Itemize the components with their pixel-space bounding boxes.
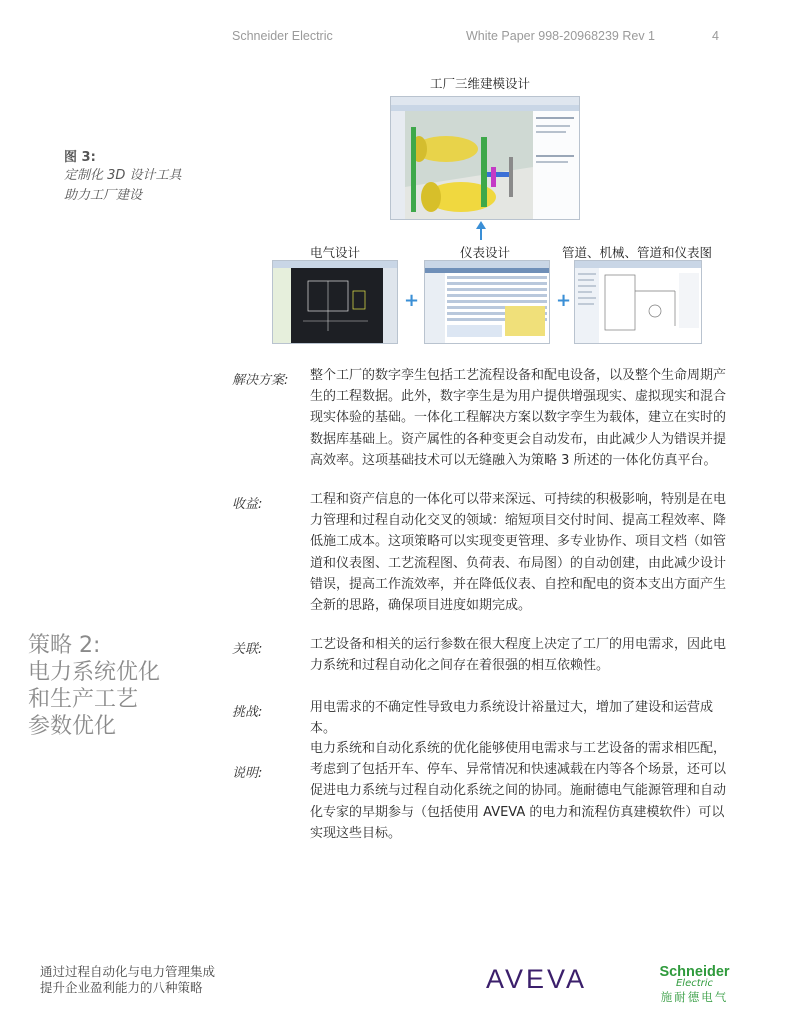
strategy-heading-line1: 策略 2: [28, 633, 101, 658]
figure-label: 图 3: [64, 150, 96, 165]
row-label-benefits: 收益: [232, 497, 263, 512]
instrument-design-image [425, 261, 549, 343]
panel-title-electrical: 电气设计 [309, 245, 360, 260]
strategy-heading [28, 632, 228, 740]
row-text-solution: 整个工厂的数字孪生包括工艺流程设备和配电设备，以及整个生命周期产生的工程数据。此外，数字孪生是为用户提供增强现实、虚拟现实和混合现实体验的基础。一体化工程解决方案以数字孪生为载体，建立在实时的数据库基础上。资产属性的各种变更会自动发布，由此减少人为错误并提高效率。这项基础技术可以无缝融入为策略 3 所述的一体化仿真平台。 [310, 368, 727, 468]
row-text-relation: 工艺设备和相关的运行参数在很大程度上决定了工厂的用电需求，因此电力系统和过程自动化之间存在着很强的相互依赖性。 [310, 637, 727, 674]
piping-design-screenshot [574, 260, 702, 344]
row-label-description: 说明: [232, 766, 263, 781]
plus-icon: + [404, 290, 420, 311]
figure-caption-line1: 定制化 3D 设计工具 [64, 168, 182, 183]
schneider-electric-logo [652, 964, 737, 1005]
panel-title-piping: 管道、机械、管道和仪表图 [562, 245, 713, 260]
piping-design-image [575, 261, 701, 343]
schneider-logo-line3: 施耐德电气 [660, 990, 729, 1004]
header-doc-id: White Paper 998-20968239 Rev 1 [466, 29, 656, 43]
row-label-relation: 关联: [232, 642, 263, 657]
aveva-logo: AVEVA [486, 964, 588, 994]
row-label-challenge: 挑战: [232, 705, 263, 720]
plus-icon: + [556, 290, 572, 311]
figure-top-title: 工厂三维建模设计 [429, 76, 530, 91]
row-label-solution: 解决方案: [232, 373, 289, 388]
plant-3d-model-image [391, 97, 579, 219]
strategy-heading-line3: 和生产工艺 [28, 687, 139, 712]
schneider-logo-line2: Electric [675, 978, 714, 989]
footer-title [40, 964, 215, 996]
figure-caption [64, 166, 234, 206]
electrical-design-image [273, 261, 397, 343]
instrument-design-screenshot [424, 260, 550, 344]
header-company: Schneider Electric [232, 29, 333, 43]
row-text-challenge: 用电需求的不确定性导致电力系统设计裕量过大，增加了建设和运营成本。 [310, 700, 714, 737]
row-text-benefits: 工程和资产信息的一体化可以带来深远、可持续的积极影响，特别是在电力管理和过程自动化交叉的领域：缩短项目交付时间、提高工程效率、降低施工成本。这项策略可以实现变更管理、多专业协作、项目文档（如管道和仪表图、工艺流程图、负荷表、布局图）的自动创建，由此减少设计错误，提高工作流效率，并在降低仪表、自控和配电的资本支出方面产生全新的思路，确保项目进度如期完成。 [310, 492, 727, 614]
strategy-heading-line4: 参数优化 [28, 714, 117, 739]
up-arrow-stem [480, 228, 482, 240]
plant-3d-model-screenshot [390, 96, 580, 220]
schneider-logo-line1: Schneider [659, 964, 730, 980]
footer-line1: 通过过程自动化与电力管理集成 [40, 964, 216, 979]
row-text-description: 电力系统和自动化系统的优化能够使用电需求与工艺设备的需求相匹配，考虑到了包括开车、停车、异常情况和快速减载在内等各个场景，还可以促进电力系统与过程自动化系统之间的协同。施耐德电气能源管理和自动化专家的早期参与（包括使用 AVEVA 的电力和流程仿真建模软件）可以实现这些目标。 [310, 741, 727, 841]
footer-line2: 提升企业盈利能力的八种策略 [40, 980, 203, 995]
strategy-heading-line2: 电力系统优化 [28, 660, 161, 685]
electrical-design-screenshot [272, 260, 398, 344]
figure-caption-line2: 助力工厂建设 [64, 188, 143, 203]
header-page-number: 4 [712, 29, 719, 43]
panel-title-instrument: 仪表设计 [459, 245, 510, 260]
